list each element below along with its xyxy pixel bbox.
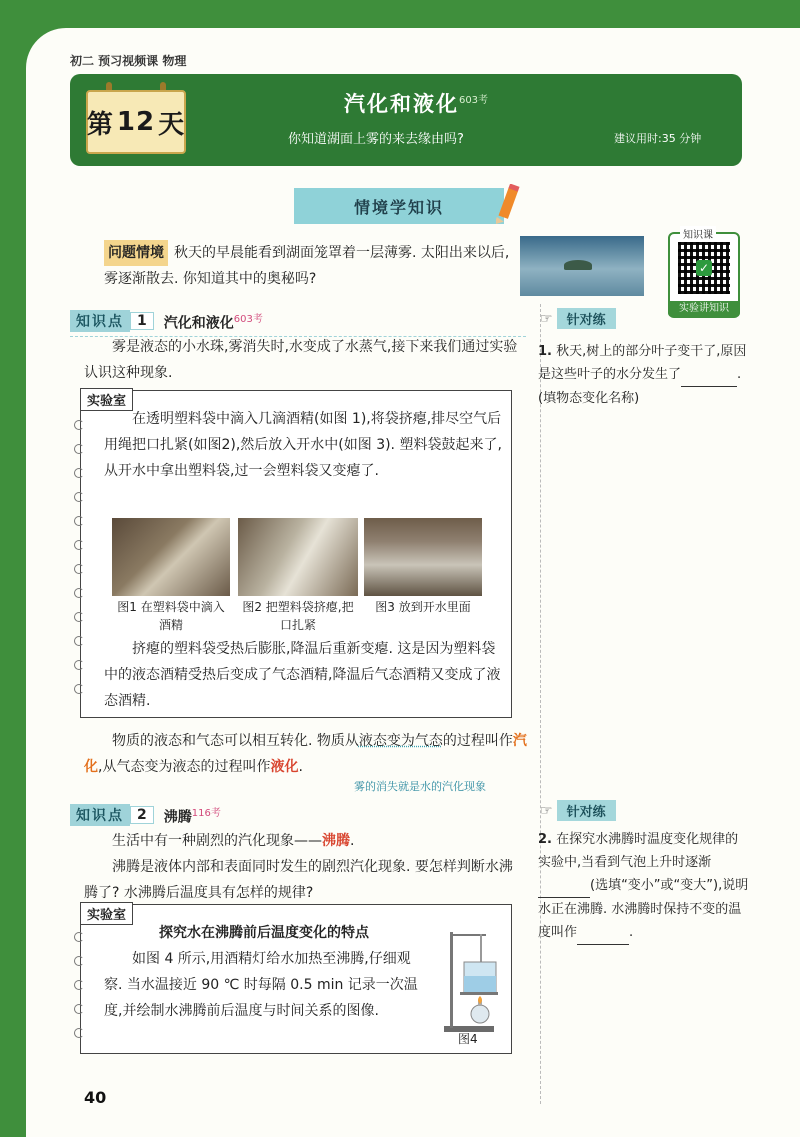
question-1 [538, 340, 750, 410]
kp2-exam-count: 116考 [191, 808, 221, 819]
fog-note: 雾的消失就是水的汽化现象 [354, 780, 486, 793]
question-1-text: 秋天,树上的部分叶子变干了,原因是这些叶子的水分发生了 [538, 344, 747, 382]
fig3-caption: 图3 放到开水里面 [375, 600, 471, 614]
fig2-photo [238, 518, 358, 596]
question-2-number: 2. [538, 832, 552, 847]
lab-2-text: 如图 4 所示,用酒精灯给水加热至沸腾,仔细观察. 当水温接近 90 ℃ 时每隔 0.5 min 记录一次温度,并绘制水沸腾前后温度与时间关系的图像. [104, 951, 418, 1019]
question-2-text-mid: (选填“变小”或“变大”),说明水正在沸腾. 水沸腾时保持不变的温度叫作 [538, 878, 749, 940]
kp1-title-text: 汽化和液化 [163, 315, 234, 332]
kp2-tag: 知识点 [70, 804, 130, 826]
practice-1-heading [540, 308, 616, 329]
lab-1-explanation: 挤瘪的塑料袋受热后膨胀,降温后重新变瘪. 这是因为塑料袋中的液态酒精受热后变成了气态酒精,降温后气态酒精又变成了液态酒精. [104, 641, 501, 709]
kp1-summary-e: . [298, 759, 303, 775]
kp1-summary-d: ,从气态变为液态的过程叫作 [98, 759, 271, 775]
question-1-number: 1. [538, 344, 552, 359]
question-2 [538, 828, 750, 945]
day-suffix: 天 [158, 109, 186, 140]
lab-1-binding [74, 420, 84, 694]
kp2-line1-end: . [350, 833, 355, 849]
question-2-blank-1[interactable] [538, 874, 590, 898]
pencil-icon [496, 184, 522, 230]
kp1-exam-count: 603考 [233, 314, 263, 325]
intro-paragraph [104, 240, 514, 292]
column-divider [540, 304, 541, 1104]
pointing-hand-icon: ☞ [540, 310, 553, 327]
kp1-tag: 知识点 [70, 310, 130, 332]
kp1-summary-c: 的过程叫作 [442, 733, 513, 749]
fig2-caption: 图2 把塑料袋挤瘪,把口扎紧 [242, 600, 354, 632]
check-icon: ✓ [696, 260, 712, 276]
kp1-title [164, 310, 263, 333]
boiling-apparatus-icon [438, 926, 498, 1036]
day-badge [86, 90, 186, 154]
pointing-hand-icon: ☞ [540, 802, 553, 819]
lesson-title [306, 88, 526, 118]
kp2-line1-text: 生活中有一种剧烈的汽化现象—— [112, 833, 322, 849]
kp2-title-text: 沸腾 [163, 809, 192, 826]
fig1-photo [112, 518, 230, 596]
practice-2-heading [540, 800, 616, 821]
page-number: 40 [84, 1088, 107, 1107]
kp1-summary-highlight: 液态变为气态 [358, 733, 443, 749]
question-2-text: 在探究水沸腾时温度变化规律的实验中,当看到气泡上升时逐渐 [538, 832, 739, 870]
kp1-heading [70, 310, 526, 337]
section-title: 情境学知识 [294, 188, 504, 224]
kp1-number: 1 [130, 312, 154, 330]
fig3-photo [364, 518, 482, 596]
practice-1-label: 针对练 [557, 308, 616, 329]
question-2-text-end: . [629, 925, 634, 940]
term-boiling: 沸腾 [322, 833, 350, 849]
fig1-caption: 图1 在塑料袋中滴入酒精 [117, 600, 225, 632]
qr-bottom-label: 实验讲知识 [668, 301, 740, 317]
kp1-summary-a: 物质的液态和气态可以相互转化. 物质从 [112, 733, 359, 749]
intro-tag: 问题情境 [104, 240, 168, 266]
kp2-line1 [84, 828, 524, 854]
lab-2-title: 探究水在沸腾前后温度变化的特点 [159, 925, 369, 941]
lesson-title-exam-count: 603考 [458, 95, 489, 106]
qr-top-label: 知识课 [680, 226, 716, 241]
kp2-title [164, 804, 221, 827]
question-1-blank[interactable] [681, 363, 737, 387]
lesson-subtitle: 你知道湖面上雾的来去缘由吗? [288, 132, 464, 147]
lab-1-text: 在透明塑料袋中滴入几滴酒精(如图 1),将袋挤瘪,排尽空气后用绳把口扎紧(如图2),然后放入开水中(如图 3). 塑料袋鼓起来了,从开水中拿出塑料袋,过一会塑料袋又变瘪了. [104, 411, 502, 479]
time-hint: 建议用时:35 分钟 [614, 132, 702, 145]
course-header: 初二 预习视频课 物理 [70, 54, 187, 68]
lab-2-binding [74, 932, 84, 1038]
question-2-blank-2[interactable] [577, 921, 629, 945]
day-prefix: 第 [86, 109, 114, 140]
question-1-text-end: . (填物态变化名称) [538, 367, 742, 406]
practice-1 [540, 308, 616, 329]
day-number: 12 [116, 107, 156, 137]
page [26, 28, 800, 1137]
kp1-paragraph: 雾是液态的小水珠,雾消失时,水变成了水蒸气,接下来我们通过实验认识这种现象. [84, 339, 518, 381]
lake-fog-photo [520, 236, 644, 296]
term-liquefaction: 液化 [270, 759, 299, 775]
practice-2-label: 针对练 [557, 800, 616, 821]
intro-text: 秋天的早晨能看到湖面笼罩着一层薄雾. 太阳出来以后,雾逐渐散去. 你知道其中的奥秘吗? [104, 245, 510, 287]
kp2-heading [70, 804, 221, 827]
lesson-title-text: 汽化和液化 [343, 92, 459, 116]
practice-2 [540, 800, 616, 821]
kp2-number: 2 [130, 806, 154, 824]
kp2-paragraph: 沸腾是液体内部和表面同时发生的剧烈汽化现象. 要怎样判断水沸腾了? 水沸腾后温度具有怎样的规律? [84, 859, 513, 901]
lab-2-tag: 实验室 [80, 902, 133, 925]
fig4-caption: 图4 [458, 1032, 478, 1046]
term-vaporization: 汽化 [84, 733, 527, 775]
lab-1-tag: 实验室 [80, 388, 133, 411]
kp1-summary [84, 728, 528, 780]
